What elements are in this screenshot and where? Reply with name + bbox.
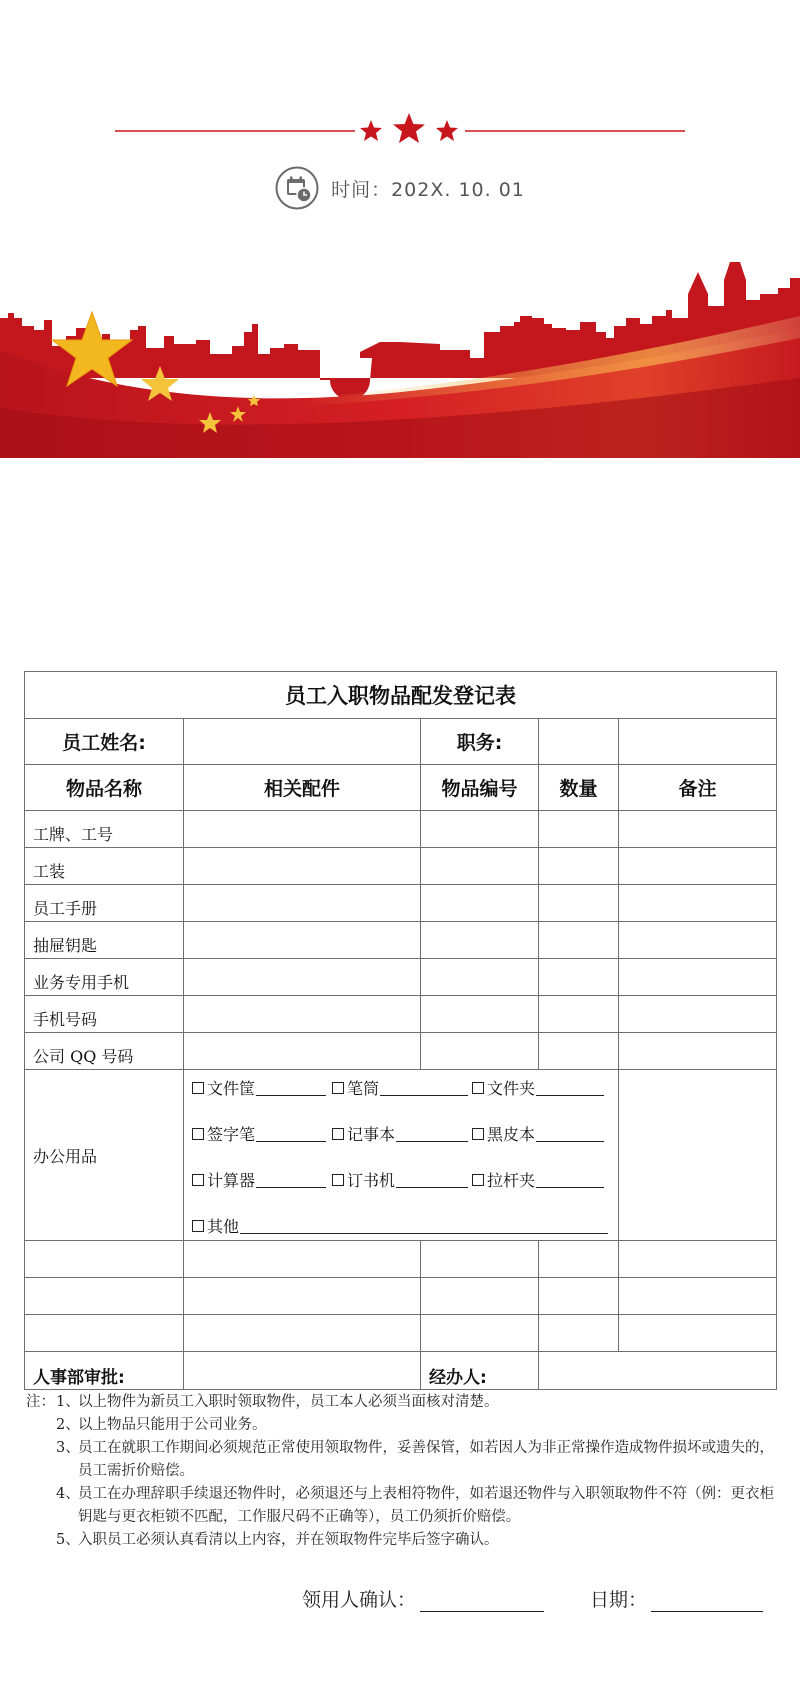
table-row xyxy=(25,996,777,1033)
number-cell[interactable] xyxy=(421,922,539,959)
item-name: 工装 xyxy=(25,848,184,885)
position-label: 职务: xyxy=(421,719,539,765)
col-item-name: 物品名称 xyxy=(25,765,184,811)
col-quantity: 数量 xyxy=(539,765,619,811)
checkbox-icon[interactable] xyxy=(332,1128,344,1140)
note-item: 注： 1、 以上物件为新员工入职时领取物件，员工本人必须当面核对清楚。 xyxy=(26,1394,499,1410)
quantity-cell[interactable] xyxy=(539,922,619,959)
number-cell[interactable] xyxy=(421,848,539,885)
office-supplies-label: 办公用品 xyxy=(25,1070,184,1241)
accessories-cell[interactable] xyxy=(184,996,421,1033)
supply-option-other[interactable]: 其他 xyxy=(192,1214,608,1237)
star-icon xyxy=(393,113,425,143)
fill-line[interactable] xyxy=(396,1126,468,1142)
supply-option[interactable]: 拉杆夹 xyxy=(472,1168,604,1191)
quantity-cell[interactable] xyxy=(539,1033,619,1070)
column-header-row xyxy=(25,765,777,811)
remarks-cell[interactable] xyxy=(619,811,777,848)
note-item: 3、 员工在就职工作期间必须规范正常使用领取物件，妥善保管，如若因人为非正常操作造成物件损坏或遗失的，员工需折价赔偿。 xyxy=(56,1440,774,1479)
checkbox-icon[interactable] xyxy=(192,1174,204,1186)
item-name: 抽屉钥匙 xyxy=(25,922,184,959)
handler-field[interactable] xyxy=(539,1352,777,1390)
supply-option[interactable]: 文件夹 xyxy=(472,1076,604,1099)
fill-line[interactable] xyxy=(256,1080,326,1096)
remarks-cell[interactable] xyxy=(619,885,777,922)
number-cell[interactable] xyxy=(421,885,539,922)
star-icon xyxy=(360,120,382,141)
remarks-cell[interactable] xyxy=(619,959,777,996)
table-row xyxy=(25,959,777,996)
supply-option[interactable]: 订书机 xyxy=(332,1168,468,1191)
fill-line[interactable] xyxy=(536,1172,604,1188)
note-item: 5、 入职员工必须认真看清以上内容，并在领取物件完毕后签字确认。 xyxy=(56,1532,499,1548)
supply-option[interactable]: 记事本 xyxy=(332,1122,468,1145)
calendar-clock-icon xyxy=(275,166,319,210)
date-line[interactable] xyxy=(651,1588,763,1612)
table-row xyxy=(25,811,777,848)
checkbox-icon[interactable] xyxy=(192,1128,204,1140)
number-cell[interactable] xyxy=(421,1033,539,1070)
quantity-cell[interactable] xyxy=(539,811,619,848)
table-row xyxy=(25,922,777,959)
accessories-cell[interactable] xyxy=(184,811,421,848)
remarks-cell[interactable] xyxy=(619,848,777,885)
quantity-cell[interactable] xyxy=(539,848,619,885)
city-skyline-banner xyxy=(0,258,800,458)
checkbox-icon[interactable] xyxy=(192,1220,204,1232)
handler-label: 经办人: xyxy=(421,1352,539,1390)
supply-option[interactable]: 黑皮本 xyxy=(472,1122,604,1145)
position-field-extra[interactable] xyxy=(619,719,777,765)
fill-line[interactable] xyxy=(536,1080,604,1096)
item-name: 业务专用手机 xyxy=(25,959,184,996)
accessories-cell[interactable] xyxy=(184,959,421,996)
hr-approval-label: 人事部审批: xyxy=(25,1352,184,1390)
fill-line[interactable] xyxy=(240,1218,608,1234)
office-supplies-row xyxy=(25,1070,777,1241)
fill-line[interactable] xyxy=(256,1172,326,1188)
col-accessories: 相关配件 xyxy=(184,765,421,811)
item-name: 手机号码 xyxy=(25,996,184,1033)
item-name: 公司 QQ 号码 xyxy=(25,1033,184,1070)
accessories-cell[interactable] xyxy=(184,1033,421,1070)
recipient-label: 领用人确认： xyxy=(302,1589,417,1611)
checkbox-icon[interactable] xyxy=(332,1082,344,1094)
table-row xyxy=(25,1033,777,1070)
fill-line[interactable] xyxy=(536,1126,604,1142)
star-icon xyxy=(436,120,458,141)
quantity-cell[interactable] xyxy=(539,959,619,996)
date-label: 日期： xyxy=(590,1589,648,1611)
recipient-signature-line[interactable] xyxy=(420,1588,544,1612)
checkbox-icon[interactable] xyxy=(192,1082,204,1094)
note-item: 4、 员工在办理辞职手续退还物件时，必须退还与上表相符物件，如若退还物件与入职领取物件不符（例：更衣柜钥匙与更衣柜锁不匹配，工作服尺码不正确等），员工仍须折价赔偿。 xyxy=(56,1486,774,1525)
item-name: 工牌、工号 xyxy=(25,811,184,848)
blank-row xyxy=(25,1241,777,1278)
recipient-confirm xyxy=(302,1585,544,1612)
number-cell[interactable] xyxy=(421,996,539,1033)
number-cell[interactable] xyxy=(421,811,539,848)
office-supplies-checklist xyxy=(184,1070,619,1241)
checkbox-icon[interactable] xyxy=(332,1174,344,1186)
quantity-cell[interactable] xyxy=(539,885,619,922)
note-item: 2、 以上物品只能用于公司业务。 xyxy=(56,1417,267,1433)
time-label: 时间：202X. 10. 01 xyxy=(331,178,525,201)
star-divider xyxy=(0,100,800,160)
remarks-cell[interactable] xyxy=(619,922,777,959)
blank-row xyxy=(25,1278,777,1315)
approval-row xyxy=(25,1352,777,1390)
hr-approval-field[interactable] xyxy=(184,1352,421,1390)
checkbox-icon[interactable] xyxy=(472,1174,484,1186)
notes-section xyxy=(26,1391,786,1552)
position-field[interactable] xyxy=(539,719,619,765)
accessories-cell[interactable] xyxy=(184,848,421,885)
col-item-number: 物品编号 xyxy=(421,765,539,811)
form-title: 员工入职物品配发登记表 xyxy=(25,672,777,719)
col-remarks: 备注 xyxy=(619,765,777,811)
checkbox-icon[interactable] xyxy=(472,1128,484,1140)
fill-line[interactable] xyxy=(256,1126,326,1142)
accessories-cell[interactable] xyxy=(184,922,421,959)
date-confirm xyxy=(590,1585,763,1612)
confirmation-row xyxy=(0,1585,800,1615)
quantity-cell[interactable] xyxy=(539,996,619,1033)
office-supplies-remarks[interactable] xyxy=(619,1070,777,1241)
remarks-cell[interactable] xyxy=(619,1033,777,1070)
blank-row xyxy=(25,1315,777,1352)
registration-form xyxy=(24,671,777,1390)
supply-option[interactable]: 签字笔 xyxy=(192,1122,326,1145)
item-name: 员工手册 xyxy=(25,885,184,922)
employee-name-label: 员工姓名: xyxy=(25,719,184,765)
employee-row xyxy=(25,719,777,765)
remarks-cell[interactable] xyxy=(619,996,777,1033)
fill-line[interactable] xyxy=(380,1080,468,1096)
employee-name-field[interactable] xyxy=(184,719,421,765)
table-row xyxy=(25,885,777,922)
supply-option[interactable]: 文件筐 xyxy=(192,1076,326,1099)
fill-line[interactable] xyxy=(396,1172,468,1188)
form-title-row xyxy=(25,672,777,719)
number-cell[interactable] xyxy=(421,959,539,996)
time-row xyxy=(0,166,800,210)
table-row xyxy=(25,848,777,885)
supply-option[interactable]: 计算器 xyxy=(192,1168,326,1191)
supply-option[interactable]: 笔筒 xyxy=(332,1076,468,1099)
accessories-cell[interactable] xyxy=(184,885,421,922)
checkbox-icon[interactable] xyxy=(472,1082,484,1094)
